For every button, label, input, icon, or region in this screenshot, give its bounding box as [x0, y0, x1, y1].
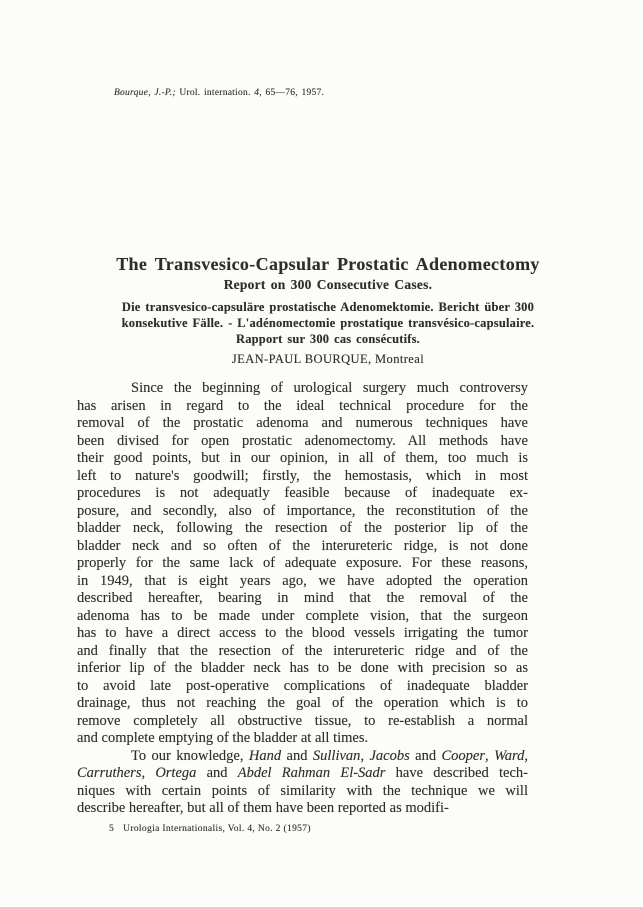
text-run: To our knowledge, — [131, 747, 249, 764]
italic-text-run: 4 — [254, 88, 260, 98]
italic-text-run: Jacobs — [369, 747, 410, 764]
text-run: , — [524, 747, 528, 764]
text-run: , — [141, 765, 156, 781]
text-run: Urol. internation. — [179, 88, 255, 98]
text-line: inferior lip of the bladder neck has to be done with precision so as — [77, 660, 528, 676]
text-line: posure, and secondly, also of importance, the reconstitution of the — [77, 502, 528, 519]
text-line — [77, 765, 528, 783]
text-line: has arisen in regard to the ideal technical procedure for the — [77, 397, 528, 414]
italic-text-run: Bourque, J.-P.; — [114, 88, 180, 98]
text-line: adenoma has to be made under complete vision, that the surgeon — [77, 607, 528, 624]
running-head-citation — [114, 88, 324, 98]
text-line: described hereafter, bearing in mind that the removal of the — [77, 590, 528, 606]
paper-subtitle: Report on 300 Consecutive Cases. — [223, 277, 433, 292]
author-byline: JEAN-PAUL BOURQUE, Montreal — [231, 352, 425, 366]
text-run: , — [360, 747, 370, 764]
article-body — [77, 380, 528, 818]
text-line: removal of the prostatic adenoma and numerous techniques have — [77, 415, 528, 431]
italic-text-run: Abdel Rahman El-Sadr — [237, 765, 386, 781]
text-line: left to nature's goodwill; firstly, the hemostasis, which in most — [77, 467, 528, 484]
paragraph — [77, 380, 528, 748]
text-run: and — [196, 765, 238, 781]
footer-signature-line — [109, 824, 311, 834]
translated-title-line: Rapport sur 300 cas consécutifs. — [235, 332, 421, 346]
italic-text-run: Hand — [248, 747, 282, 764]
text-line: niques with certain points of similarity with the technique we will — [77, 782, 528, 799]
paragraph — [77, 748, 528, 818]
italic-text-run: Ortega — [155, 765, 197, 781]
text-run: , — [485, 747, 495, 764]
text-line: and complete emptying of the bladder at all times. — [77, 730, 369, 746]
heading-block — [0, 253, 643, 366]
text-line: drainage, thus not reaching the goal of the operation which is to — [77, 695, 528, 711]
text-line: has to have a direct access to the blood vessels irrigating the tumor — [77, 625, 528, 641]
journal-volume-info: Urologia Internationalis, Vol. 4, No. 2 (1957) — [123, 824, 311, 834]
text-line: properly for the same lack of adequate exposure. For these reasons, — [77, 555, 528, 571]
italic-text-run: Ward — [494, 747, 525, 764]
translated-title-line: Die transvesico-capsuläre prostatische Adenomektomie. Bericht über 300 — [121, 300, 535, 314]
text-run: have described tech- — [385, 765, 528, 781]
text-line: describe hereafter, but all of them have been reported as modifi- — [77, 800, 449, 816]
text-line: bladder neck and so often of the interureteric ridge, is not done — [77, 537, 528, 554]
text-line — [77, 748, 528, 766]
text-line: and finally that the resection of the interureteric ridge and of the — [77, 642, 528, 659]
text-run: and — [281, 747, 313, 764]
italic-text-run: Cooper — [441, 747, 486, 764]
text-line: Since the beginning of urological surgery much controversy — [131, 380, 528, 396]
text-run: and — [409, 747, 442, 764]
page-number: 5 — [109, 824, 115, 834]
translated-titles — [13, 299, 643, 347]
text-line: remove completely all obstructive tissue, to re-establish a normal — [77, 712, 528, 729]
text-line: their good points, but in our opinion, in all of them, too much is — [77, 450, 528, 466]
italic-text-run: Carruthers — [77, 765, 142, 781]
paper-title: The Transvesico-Capsular Prostatic Adenomectomy — [116, 254, 540, 274]
text-line: bladder neck, following the resection of the posterior lip of the — [77, 520, 528, 536]
text-line: been divised for open prostatic adenomectomy. All methods have — [77, 432, 528, 449]
text-line: to avoid late post-operative complications of inadequate bladder — [77, 677, 528, 694]
text-line: in 1949, that is eight years ago, we have adopted the operation — [77, 572, 528, 589]
text-run: , 65—76, 1957. — [259, 88, 325, 98]
translated-title-line: konsekutive Fälle. - L'adénomectomie prostatique transvésico-capsulaire. — [121, 316, 535, 330]
italic-text-run: Sullivan — [312, 747, 361, 764]
text-line: procedures is not adequatly feasible because of inadequate ex- — [77, 485, 528, 501]
